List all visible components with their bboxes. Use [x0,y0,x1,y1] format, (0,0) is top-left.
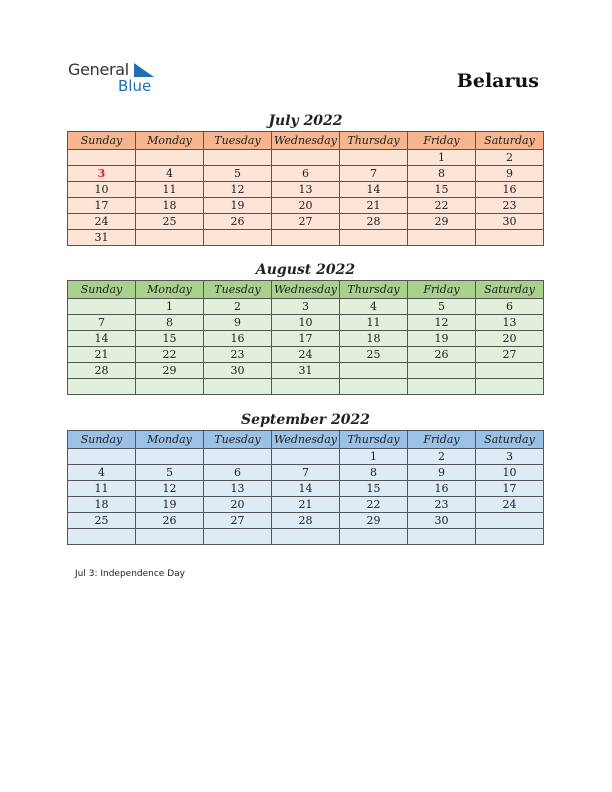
day-cell [340,529,408,545]
day-cell: 10 [272,315,340,331]
day-cell: 22 [340,497,408,513]
day-cell: 20 [204,497,272,513]
day-cell: 23 [476,198,544,214]
day-cell: 29 [408,214,476,230]
calendar-grid [67,280,544,395]
month-august [67,260,544,395]
week-row [68,481,544,497]
day-cell: 25 [68,513,136,529]
day-cell [408,363,476,379]
day-cell [136,150,204,166]
day-cell [408,230,476,246]
day-cell: 14 [68,331,136,347]
day-cell [476,379,544,395]
day-cell [476,363,544,379]
weekday-header: Thursday [340,132,408,150]
day-cell: 20 [272,198,340,214]
day-cell [204,529,272,545]
day-cell: 27 [204,513,272,529]
weekday-header: Sunday [68,132,136,150]
weekday-header-row [68,132,544,150]
day-cell: 18 [68,497,136,513]
week-row [68,214,544,230]
weekday-header: Monday [136,431,204,449]
day-cell: 3 [272,299,340,315]
day-cell: 10 [68,182,136,198]
day-cell [204,150,272,166]
day-cell [136,529,204,545]
day-cell: 6 [272,166,340,182]
day-cell: 17 [68,198,136,214]
day-cell: 8 [136,315,204,331]
day-cell: 27 [476,347,544,363]
day-cell: 18 [136,198,204,214]
day-cell: 11 [340,315,408,331]
day-cell: 6 [204,465,272,481]
day-cell: 24 [68,214,136,230]
week-row [68,529,544,545]
day-cell [68,379,136,395]
weekday-header: Wednesday [272,132,340,150]
day-cell: 7 [272,465,340,481]
week-row [68,513,544,529]
day-cell: 4 [340,299,408,315]
month-title: July 2022 [268,113,343,129]
week-row [68,299,544,315]
day-cell: 31 [272,363,340,379]
week-row [68,465,544,481]
day-cell: 2 [476,150,544,166]
day-cell: 21 [68,347,136,363]
day-cell [272,529,340,545]
day-cell: 25 [340,347,408,363]
day-cell: 22 [136,347,204,363]
logo-triangle-icon [134,63,154,77]
month-title: August 2022 [255,262,356,278]
calendar-grid [67,430,544,545]
day-cell: 27 [272,214,340,230]
week-row [68,449,544,465]
day-cell: 3 [68,166,136,182]
day-cell: 16 [408,481,476,497]
day-cell [340,230,408,246]
day-cell: 11 [136,182,204,198]
day-cell: 11 [68,481,136,497]
day-cell [136,230,204,246]
weekday-header: Wednesday [272,281,340,299]
day-cell: 12 [204,182,272,198]
day-cell [204,379,272,395]
day-cell: 14 [340,182,408,198]
day-cell: 5 [136,465,204,481]
day-cell: 22 [408,198,476,214]
day-cell: 12 [136,481,204,497]
day-cell [136,449,204,465]
day-cell: 15 [408,182,476,198]
week-row [68,331,544,347]
day-cell: 13 [272,182,340,198]
weekday-header: Tuesday [204,431,272,449]
day-cell: 24 [476,497,544,513]
day-cell [272,379,340,395]
day-cell: 29 [340,513,408,529]
day-cell [272,150,340,166]
day-cell: 4 [68,465,136,481]
weekday-header: Wednesday [272,431,340,449]
holiday-note: Jul 3: Independence Day [75,569,185,579]
day-cell [136,379,204,395]
day-cell: 20 [476,331,544,347]
day-cell: 30 [476,214,544,230]
day-cell: 26 [204,214,272,230]
day-cell: 21 [272,497,340,513]
weekday-header-row [68,431,544,449]
day-cell: 28 [272,513,340,529]
day-cell: 2 [408,449,476,465]
day-cell: 29 [136,363,204,379]
calendar-grid [67,131,544,246]
day-cell [476,529,544,545]
weekday-header: Tuesday [204,281,272,299]
weekday-header: Sunday [68,281,136,299]
weekday-header: Friday [408,132,476,150]
day-cell: 10 [476,465,544,481]
weekday-header: Friday [408,431,476,449]
day-cell [272,230,340,246]
day-cell: 23 [408,497,476,513]
month-september [67,410,544,545]
country-title: Belarus [456,70,539,92]
day-cell: 9 [476,166,544,182]
day-cell [204,230,272,246]
day-cell: 1 [340,449,408,465]
weekday-header: Saturday [476,431,544,449]
logo [68,60,168,96]
day-cell [476,230,544,246]
day-cell: 5 [408,299,476,315]
week-row [68,363,544,379]
day-cell: 9 [204,315,272,331]
day-cell: 16 [476,182,544,198]
day-cell: 6 [476,299,544,315]
day-cell: 28 [340,214,408,230]
day-cell [340,379,408,395]
week-row [68,347,544,363]
weekday-header: Thursday [340,431,408,449]
week-row [68,379,544,395]
month-july [67,111,544,246]
day-cell: 8 [340,465,408,481]
weekday-header: Tuesday [204,132,272,150]
week-row [68,497,544,513]
day-cell: 30 [204,363,272,379]
weekday-header: Sunday [68,431,136,449]
weekday-header: Monday [136,281,204,299]
day-cell: 2 [204,299,272,315]
day-cell: 7 [340,166,408,182]
weekday-header: Saturday [476,281,544,299]
day-cell: 24 [272,347,340,363]
day-cell: 15 [340,481,408,497]
week-row [68,150,544,166]
logo-general-text: General [68,60,129,79]
logo-blue-text: Blue [118,77,152,95]
day-cell [68,529,136,545]
day-cell: 26 [408,347,476,363]
day-cell: 14 [272,481,340,497]
day-cell: 15 [136,331,204,347]
day-cell [204,449,272,465]
day-cell: 16 [204,331,272,347]
day-cell: 1 [408,150,476,166]
week-row [68,198,544,214]
week-row [68,166,544,182]
day-cell [408,379,476,395]
day-cell: 21 [340,198,408,214]
day-cell: 1 [136,299,204,315]
day-cell: 7 [68,315,136,331]
day-cell [68,299,136,315]
day-cell: 23 [204,347,272,363]
day-cell: 8 [408,166,476,182]
day-cell [272,449,340,465]
day-cell: 28 [68,363,136,379]
weekday-header: Thursday [340,281,408,299]
weekday-header-row [68,281,544,299]
day-cell: 12 [408,315,476,331]
day-cell: 3 [476,449,544,465]
day-cell: 19 [408,331,476,347]
day-cell [408,529,476,545]
day-cell: 4 [136,166,204,182]
week-row [68,182,544,198]
month-title: September 2022 [241,412,370,428]
day-cell: 19 [204,198,272,214]
day-cell: 26 [136,513,204,529]
weekday-header: Monday [136,132,204,150]
holiday-notes [75,569,185,579]
day-cell: 17 [476,481,544,497]
day-cell: 5 [204,166,272,182]
day-cell: 19 [136,497,204,513]
day-cell: 30 [408,513,476,529]
week-row [68,315,544,331]
day-cell: 13 [476,315,544,331]
day-cell [476,513,544,529]
weekday-header: Saturday [476,132,544,150]
day-cell: 13 [204,481,272,497]
day-cell: 18 [340,331,408,347]
day-cell [68,449,136,465]
day-cell [340,363,408,379]
day-cell: 31 [68,230,136,246]
day-cell: 9 [408,465,476,481]
day-cell [68,150,136,166]
week-row [68,230,544,246]
weekday-header: Friday [408,281,476,299]
day-cell [340,150,408,166]
day-cell: 17 [272,331,340,347]
day-cell: 25 [136,214,204,230]
